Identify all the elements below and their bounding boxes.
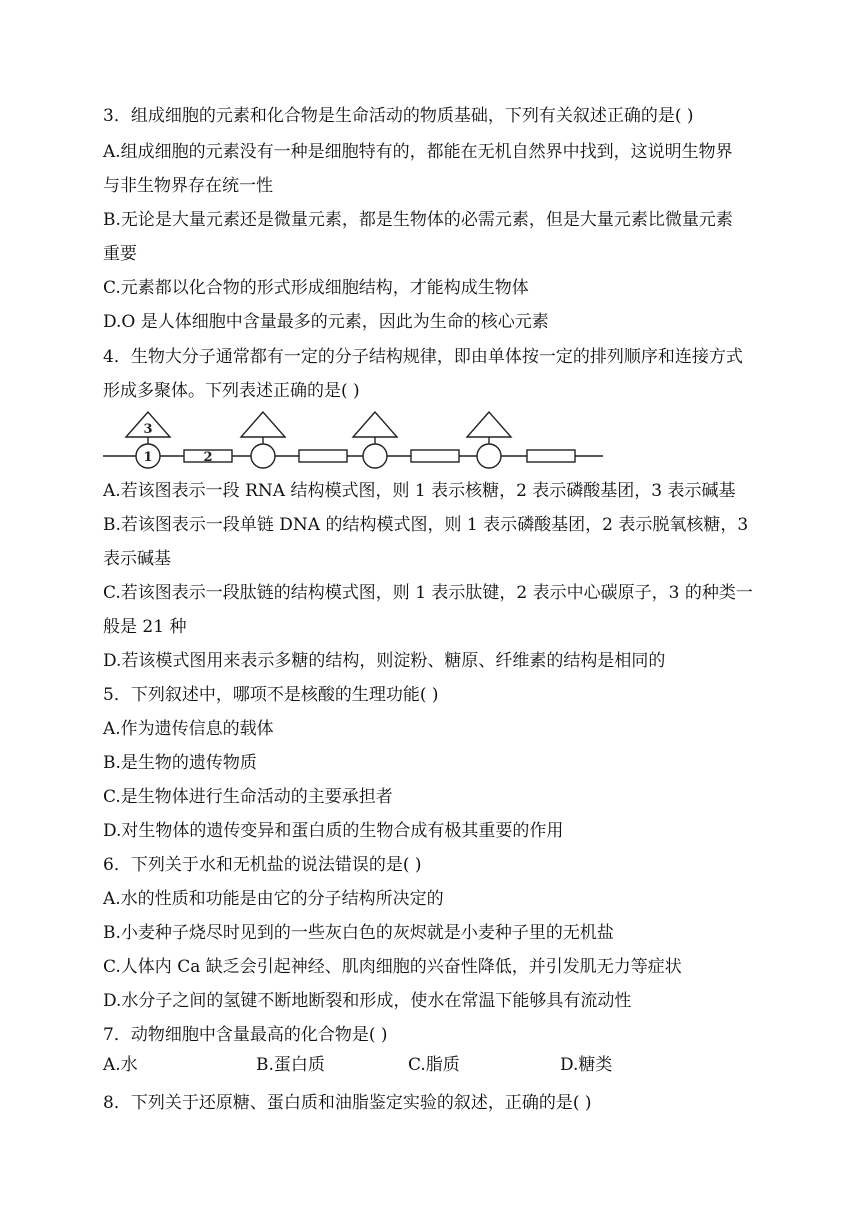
circle: [477, 444, 501, 468]
question-3-option-b-cont: 重要: [103, 244, 137, 264]
question-5-option-d: D.对生物体的遗传变异和蛋白质的生物合成有极其重要的作用: [103, 821, 564, 841]
question-3-option-b: B.无论是大量元素还是微量元素，都是生物体的必需元素，但是大量元素比微量元素: [103, 210, 733, 230]
question-6-stem: 6．下列关于水和无机盐的说法错误的是( ): [103, 855, 422, 875]
circle: [363, 444, 387, 468]
question-4-option-b-cont: 表示碱基: [103, 549, 171, 569]
question-6-option-d: D.水分子之间的氢键不断地断裂和形成，使水在常温下能够具有流动性: [103, 991, 632, 1011]
question-4-stem-cont: 形成多聚体。下列表述正确的是( ): [103, 381, 360, 401]
question-3-option-d: D.O 是人体细胞中含量最多的元素，因此为生命的核心元素: [103, 312, 549, 332]
triangle: [467, 412, 511, 437]
question-4-option-d: D.若该模式图用来表示多糖的结构，则淀粉、糖原、纤维素的结构是相同的: [103, 651, 666, 671]
question-4-stem: 4．生物大分子通常都有一定的分子结构规律，即由单体按一定的排列顺序和连接方式: [103, 347, 743, 367]
diagram-label-2: 2: [203, 450, 213, 465]
question-5-stem: 5．下列叙述中，哪项不是核酸的生理功能( ): [103, 685, 439, 705]
question-7-option-c: C.脂质: [408, 1055, 460, 1075]
triangle: [241, 412, 285, 437]
question-3-option-a: A.组成细胞的元素没有一种是细胞特有的，都能在无机自然界中找到，这说明生物界: [103, 142, 733, 162]
question-7-options: [103, 1054, 763, 1078]
triangle: [353, 412, 397, 437]
question-7-stem: 7．动物细胞中含量最高的化合物是( ): [103, 1025, 388, 1045]
question-4-option-b: B.若该图表示一段单链 DNA 的结构模式图，则 1 表示磷酸基团，2 表示脱氧核糖，3: [103, 515, 749, 535]
question-7-option-b: B.蛋白质: [256, 1055, 325, 1075]
question-6-option-c: C.人体内 Ca 缺乏会引起神经、肌肉细胞的兴奋性降低，并引发肌无力等症状: [103, 957, 682, 977]
question-3-stem: 3．组成细胞的元素和化合物是生命活动的物质基础，下列有关叙述正确的是( ): [103, 106, 694, 126]
question-6-option-b: B.小麦种子烧尽时见到的一些灰白色的灰烬就是小麦种子里的无机盐: [103, 923, 614, 943]
question-5-option-c: C.是生物体进行生命活动的主要承担者: [103, 787, 393, 807]
question-4-option-c-cont: 般是 21 种: [103, 617, 187, 637]
polymer-structure-diagram: [103, 410, 603, 470]
circle: [251, 444, 275, 468]
question-7-option-d: D.糖类: [560, 1055, 613, 1075]
question-4-option-c: C.若该图表示一段肽链的结构模式图，则 1 表示肽键，2 表示中心碳原子，3 的种类一: [103, 583, 753, 603]
question-5-option-a: A.作为遗传信息的载体: [103, 719, 274, 739]
diagram-label-3: 3: [143, 422, 153, 437]
rect: [411, 450, 459, 462]
diagram-label-1: 1: [143, 450, 153, 465]
question-4-option-a: A.若该图表示一段 RNA 结构模式图，则 1 表示核糖，2 表示磷酸基团，3 表示碱基: [103, 481, 736, 501]
rect: [299, 450, 347, 462]
question-3-option-c: C.元素都以化合物的形式形成细胞结构，才能构成生物体: [103, 278, 529, 298]
question-3-option-a-cont: 与非生物界存在统一性: [103, 176, 273, 196]
question-7-option-a: A.水: [103, 1055, 138, 1075]
question-5-option-b: B.是生物的遗传物质: [103, 753, 257, 773]
question-8-stem: 8．下列关于还原糖、蛋白质和油脂鉴定实验的叙述，正确的是( ): [103, 1093, 592, 1113]
rect: [527, 450, 575, 462]
question-6-option-a: A.水的性质和功能是由它的分子结构所决定的: [103, 889, 444, 909]
